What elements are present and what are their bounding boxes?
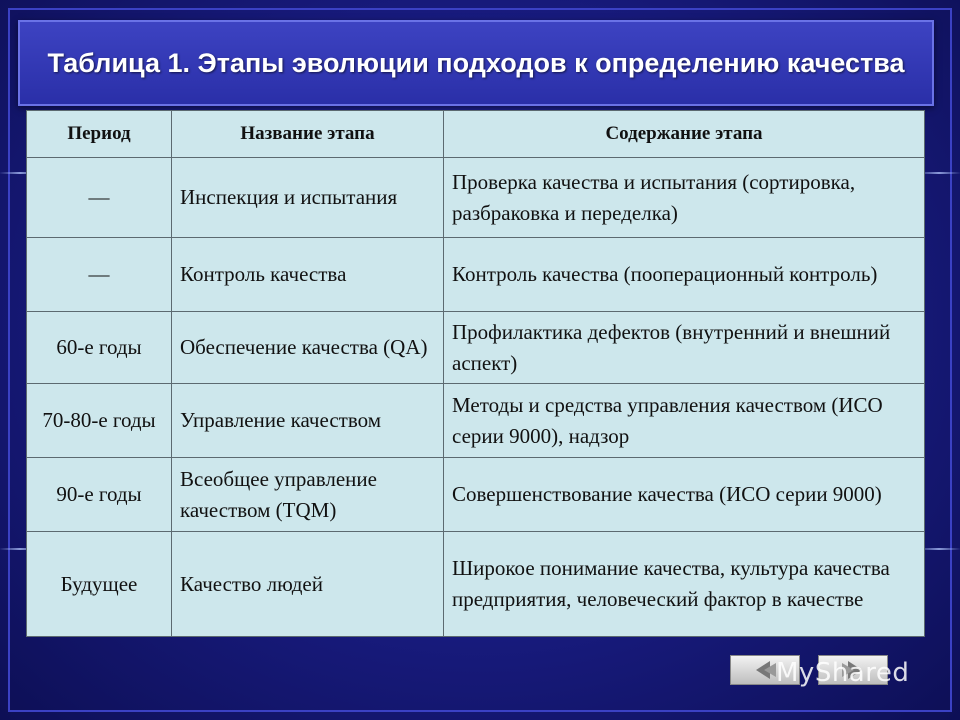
header-period: Период <box>27 111 172 158</box>
title-box <box>18 20 934 106</box>
page-title: Таблица 1. Этапы эволюции подходов к определению качества <box>47 48 905 78</box>
header-stage-name: Название этапа <box>172 111 444 158</box>
cell-stage-name: Обеспечение качества (QA) <box>172 312 444 384</box>
cell-stage-content: Совершенствование качества (ИСО серии 9000) <box>444 458 925 532</box>
table-row <box>27 532 925 637</box>
table-row <box>27 384 925 458</box>
cell-stage-content: Широкое понимание качества, культура качества предприятия, человеческий фактор в качестве <box>444 532 925 637</box>
cell-period: 60-е годы <box>27 312 172 384</box>
cell-period: — <box>27 238 172 312</box>
table-row <box>27 158 925 238</box>
table-header-row <box>27 111 925 158</box>
table-row <box>27 238 925 312</box>
cell-stage-content: Проверка качества и испытания (сортировка, разбраковка и переделка) <box>444 158 925 238</box>
cell-period: Будущее <box>27 532 172 637</box>
table-row <box>27 312 925 384</box>
table-row <box>27 458 925 532</box>
cell-period: — <box>27 158 172 238</box>
cell-stage-content: Профилактика дефектов (внутренний и внешний аспект) <box>444 312 925 384</box>
cell-stage-content: Контроль качества (пооперационный контроль) <box>444 238 925 312</box>
cell-stage-name: Качество людей <box>172 532 444 637</box>
cell-stage-name: Инспекция и испытания <box>172 158 444 238</box>
cell-stage-content: Методы и средства управления качеством (ИСО серии 9000), надзор <box>444 384 925 458</box>
cell-stage-name: Всеобщее управление качеством (TQM) <box>172 458 444 532</box>
cell-stage-name: Контроль качества <box>172 238 444 312</box>
header-stage-content: Содержание этапа <box>444 111 925 158</box>
cell-period: 90-е годы <box>27 458 172 532</box>
watermark-logo: MyShared <box>776 658 910 688</box>
cell-period: 70-80-е годы <box>27 384 172 458</box>
stages-table <box>26 110 925 637</box>
cell-stage-name: Управление качеством <box>172 384 444 458</box>
